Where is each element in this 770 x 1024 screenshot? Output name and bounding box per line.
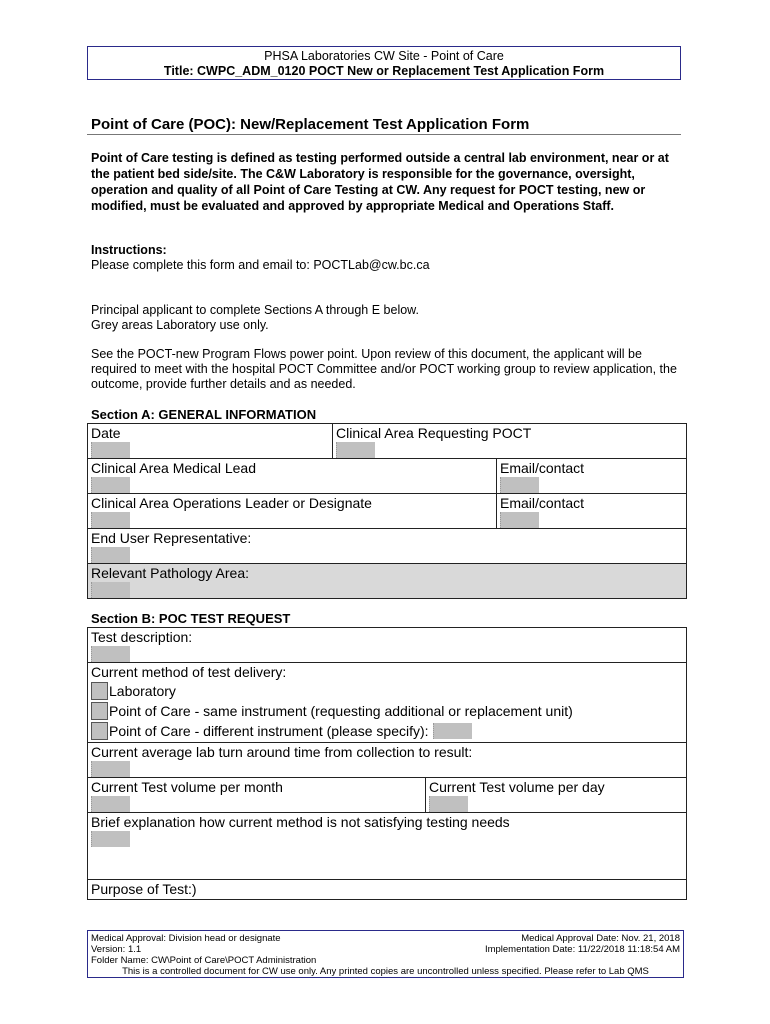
footer-row-2: [91, 944, 680, 955]
volume-month-label: Current Test volume per month: [91, 779, 283, 795]
ops-leader-field[interactable]: [91, 512, 130, 528]
approval-date: Medical Approval Date: Nov. 21, 2018: [521, 933, 680, 944]
different-instrument-checkbox[interactable]: [91, 722, 108, 740]
medical-lead-field[interactable]: [91, 477, 130, 493]
controlled-notice: This is a controlled document for CW use only. Any printed copies are uncontrolled unless specified. Please refer to Lab QMS: [122, 966, 649, 977]
instructions-heading: Instructions:: [91, 243, 167, 257]
header-title: Title: CWPC_ADM_0120 POCT New or Replacement Test Application Form: [163, 64, 605, 78]
volume-month-field[interactable]: [91, 796, 130, 812]
intro-paragraph: Point of Care testing is defined as testing performed outside a central lab environment, near or at the patient bed side/site. The C&W Laboratory is responsible for the governance, oversight, operation and quality of all Point of Care Testing at CW. Any request for POCT testing, new or modified, must be evaluated and approved by appropriate Medical and Operations Staff.: [91, 151, 669, 213]
footer-row-1: [91, 933, 680, 944]
turnaround-cell: [88, 743, 687, 778]
pathology-area-cell: [88, 564, 687, 599]
current-method-label: Current method of test delivery:: [91, 664, 287, 680]
folder-name: Folder Name: CW\Point of Care\POCT Administration: [91, 955, 317, 966]
same-instrument-checkbox[interactable]: [91, 702, 108, 720]
volume-day-label: Current Test volume per day: [429, 779, 605, 795]
different-instrument-label: Point of Care - different instrument (please specify):: [109, 722, 429, 739]
medical-lead-cell: [88, 459, 497, 494]
document-header: [87, 46, 681, 80]
pathology-area-label: Relevant Pathology Area:: [91, 565, 249, 581]
same-instrument-label: Point of Care - same instrument (requesting additional or replacement unit): [109, 702, 573, 719]
laboratory-label: Laboratory: [109, 682, 176, 699]
date-label: Date: [91, 425, 121, 441]
different-instrument-field[interactable]: [433, 723, 472, 739]
end-user-label: End User Representative:: [91, 530, 252, 546]
volume-day-field[interactable]: [429, 796, 468, 812]
turnaround-field[interactable]: [91, 761, 130, 777]
principal-note: Principal applicant to complete Sections A through E below.: [91, 303, 419, 317]
volume-day-cell: [426, 778, 687, 813]
ops-leader-email-field[interactable]: [500, 512, 539, 528]
purpose-label: Purpose of Test:): [91, 881, 197, 897]
email-label: Email/contact: [500, 495, 585, 511]
explanation-cell: [88, 813, 687, 880]
ops-leader-label: Clinical Area Operations Leader or Designate: [91, 495, 372, 511]
pathology-area-field[interactable]: [91, 582, 130, 598]
explanation-field[interactable]: [91, 831, 130, 847]
medical-lead-email-field[interactable]: [500, 477, 539, 493]
volume-month-cell: [88, 778, 426, 813]
clinical-area-label: Clinical Area Requesting POCT: [336, 425, 532, 441]
grey-areas-note: Grey areas Laboratory use only.: [91, 318, 269, 332]
test-description-label: Test description:: [91, 629, 193, 645]
option-same-instrument: [91, 701, 683, 721]
form-title: Point of Care (POC): New/Replacement Test Application Form: [91, 116, 530, 133]
ops-leader-cell: [88, 494, 497, 529]
instructions-text: Please complete this form and email to: POCTLab@cw.bc.ca: [91, 258, 430, 272]
current-method-cell: [88, 663, 687, 743]
test-description-field[interactable]: [91, 646, 130, 662]
test-description-cell: [88, 628, 687, 663]
explanation-label: Brief explanation how current method is not satisfying testing needs: [91, 814, 510, 830]
email-label: Email/contact: [500, 460, 585, 476]
clinical-area-field[interactable]: [336, 442, 375, 458]
header-site: PHSA Laboratories CW Site - Point of Care: [264, 49, 504, 63]
date-field[interactable]: [91, 442, 130, 458]
section-b-title: Section B: POC TEST REQUEST: [91, 611, 291, 626]
option-different-instrument: [91, 721, 683, 741]
section-b-table: [87, 627, 687, 900]
end-user-cell: [88, 529, 687, 564]
medical-lead-email-cell: [497, 459, 687, 494]
program-flows-note: See the POCT-new Program Flows power point. Upon review of this document, the applicant will be required to meet with the hospital POCT Committee and/or POCT working group to review application, the outcome, provide further details and as needed.: [91, 347, 677, 391]
document-footer: [87, 930, 684, 978]
turnaround-label: Current average lab turn around time from collection to result:: [91, 744, 473, 760]
title-divider: [87, 134, 681, 135]
medical-lead-label: Clinical Area Medical Lead: [91, 460, 256, 476]
section-a-title: Section A: GENERAL INFORMATION: [91, 407, 317, 422]
laboratory-checkbox[interactable]: [91, 682, 108, 700]
ops-leader-email-cell: [497, 494, 687, 529]
version: Version: 1.1: [91, 944, 142, 955]
implementation-date: Implementation Date: 11/22/2018 11:18:54 AM: [484, 944, 680, 955]
end-user-field[interactable]: [91, 547, 130, 563]
section-a-table: [87, 423, 687, 599]
date-cell: [88, 424, 333, 459]
medical-approval: Medical Approval: Division head or designate: [91, 933, 281, 944]
clinical-area-cell: [333, 424, 687, 459]
purpose-cell: [88, 880, 687, 900]
option-laboratory: [91, 681, 683, 701]
